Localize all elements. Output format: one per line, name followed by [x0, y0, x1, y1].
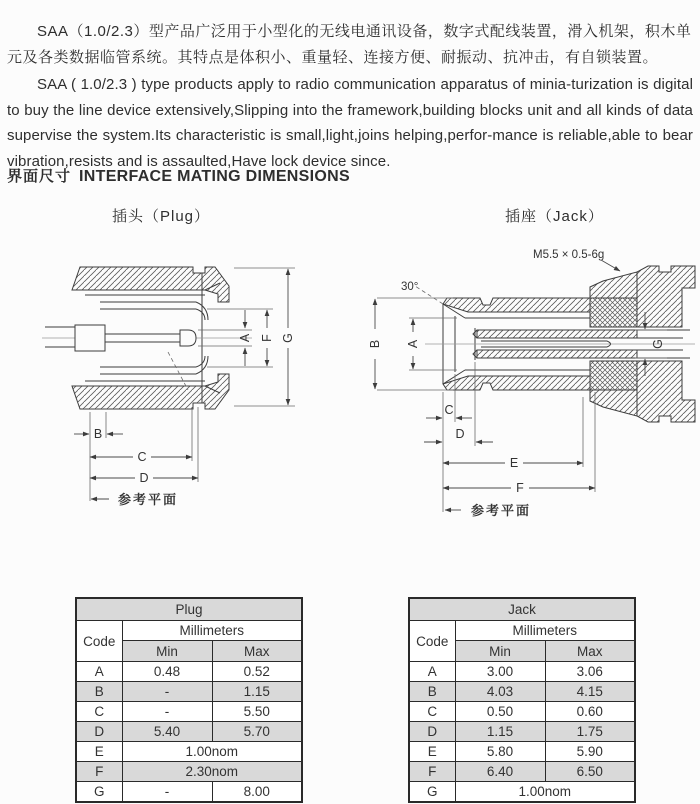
plug-reference-plane-label: 参考平面: [118, 492, 179, 507]
plug-dimension-table: [75, 597, 303, 803]
table-row: [76, 782, 302, 803]
plug-dim-label-c: C: [137, 450, 147, 464]
plug-table-title: Plug: [76, 598, 302, 621]
jack-table-max-header: Max: [545, 641, 635, 662]
table-cell-code: B: [409, 682, 455, 702]
table-row: [409, 662, 635, 682]
plug-contact-block: [75, 325, 105, 351]
jack-dim-label-a: A: [406, 339, 420, 349]
jack-reference-plane-label: 参考平面: [471, 503, 532, 518]
plug-section-label: 插头（Plug）: [112, 208, 211, 225]
table-cell-min: -: [122, 782, 212, 803]
table-cell-code: F: [409, 762, 455, 782]
plug-table-max-header: Max: [212, 641, 302, 662]
table-row: [409, 742, 635, 762]
jack-rear-body-bottom: [637, 361, 695, 422]
table-row: [76, 762, 302, 782]
table-cell-min: 3.00: [455, 662, 545, 682]
jack-dimension-table: [408, 597, 636, 803]
jack-insulator-block-top: [590, 298, 637, 327]
jack-insulator-block-bottom: [590, 361, 637, 390]
table-cell-code: D: [76, 722, 122, 742]
plug-center-pin: [105, 334, 180, 342]
plug-technical-drawing: [30, 240, 310, 530]
table-row: [409, 782, 635, 803]
table-cell-min: -: [122, 702, 212, 722]
jack-section-label: 插座（Jack）: [505, 208, 604, 225]
plug-shell-top-wall: [72, 267, 229, 302]
table-cell-max: 5.70: [212, 722, 302, 742]
table-row: [409, 722, 635, 742]
plug-dim-label-a: A: [238, 333, 252, 343]
jack-angle-label: 30°: [401, 281, 419, 293]
table-cell-code: A: [409, 662, 455, 682]
table-cell-code: E: [76, 742, 122, 762]
jack-dim-label-f: F: [516, 481, 524, 495]
table-cell-nominal: 1.00nom: [122, 742, 302, 762]
table-cell-max: 1.75: [545, 722, 635, 742]
jack-barrel-top-wall: [443, 298, 590, 312]
table-cell-code: C: [409, 702, 455, 722]
table-row: [76, 682, 302, 702]
table-cell-code: G: [409, 782, 455, 803]
table-cell-code: A: [76, 662, 122, 682]
section-heading: [7, 165, 350, 186]
jack-thread-label: M5.5 × 0.5-6g: [533, 249, 605, 261]
jack-thread-shoulder-bottom: [590, 390, 637, 416]
table-cell-max: 3.06: [545, 662, 635, 682]
table-cell-code: C: [76, 702, 122, 722]
table-cell-min: 0.48: [122, 662, 212, 682]
table-cell-max: 4.15: [545, 682, 635, 702]
table-cell-code: E: [409, 742, 455, 762]
table-cell-max: 1.15: [212, 682, 302, 702]
table-cell-min: 4.03: [455, 682, 545, 702]
plug-dim-label-b: B: [93, 427, 103, 441]
plug-wire-leads: [45, 327, 75, 347]
table-cell-min: 6.40: [455, 762, 545, 782]
plug-table-unit-header: Millimeters: [122, 621, 302, 641]
table-cell-min: 1.15: [455, 722, 545, 742]
jack-barrel-bottom-wall: [443, 376, 590, 390]
jack-table-unit-header: Millimeters: [455, 621, 635, 641]
intro-paragraph-en: SAA ( 1.0/2.3 ) type products apply to radio communication apparatus of minia-turization is digital to buy the line device extensively,Slipping into the framework,building blocks unit and all kinds of data supervise the system.Its characteristic is small,light,joins helping,perfor-mance is reliable,able to bear vibration,resists and is assaulted,Have lock device since.: [7, 76, 693, 170]
table-cell-max: 6.50: [545, 762, 635, 782]
plug-dim-label-d: D: [139, 471, 149, 485]
section-heading-zh: 界面尺寸: [7, 168, 72, 185]
table-cell-max: 5.90: [545, 742, 635, 762]
jack-rear-body-top: [637, 266, 695, 327]
table-row: [76, 742, 302, 762]
table-cell-nominal: 2.30nom: [122, 762, 302, 782]
table-row: [76, 662, 302, 682]
plug-table-min-header: Min: [122, 641, 212, 662]
jack-dim-label-g: G: [651, 339, 665, 349]
table-row: [409, 762, 635, 782]
intro-paragraph-zh: SAA（1.0/2.3）型产品广泛用于小型化的无线电通讯设备，数字式配线装置，滑入机架，积木单元及各类数据临管系统。其特点是体积小、重量轻、连接方便、耐振动、抗冲击，有自锁装置。: [7, 23, 692, 66]
table-row: [76, 702, 302, 722]
table-cell-max: 5.50: [212, 702, 302, 722]
table-row: [409, 682, 635, 702]
jack-table-code-header: Code: [409, 621, 455, 662]
jack-socket-sleeve-bottom: [477, 350, 637, 358]
table-cell-code: F: [76, 762, 122, 782]
table-cell-min: -: [122, 682, 212, 702]
table-cell-min: 5.40: [122, 722, 212, 742]
plug-dim-label-f: F: [260, 334, 274, 342]
jack-dim-label-d: D: [455, 427, 465, 441]
table-cell-max: 0.60: [545, 702, 635, 722]
plug-dim-label-g: G: [281, 333, 295, 343]
jack-table-min-header: Min: [455, 641, 545, 662]
plug-break-line: [168, 352, 188, 390]
table-cell-max: 0.52: [212, 662, 302, 682]
plug-table-code-header: Code: [76, 621, 122, 662]
table-cell-nominal: 1.00nom: [455, 782, 635, 803]
jack-dim-label-c: C: [444, 403, 454, 417]
plug-shell-bottom-wall: [72, 374, 229, 409]
jack-dim-label-b: B: [368, 339, 382, 349]
table-row: [409, 702, 635, 722]
table-row: [76, 722, 302, 742]
jack-chamfer-extension-line: [415, 286, 443, 304]
plug-pin-tip: [180, 330, 196, 346]
table-cell-min: 0.50: [455, 702, 545, 722]
jack-socket-sleeve-top: [477, 330, 637, 338]
table-cell-code: G: [76, 782, 122, 803]
jack-technical-drawing: [365, 240, 695, 530]
section-heading-en: INTERFACE MATING DIMENSIONS: [79, 168, 350, 185]
jack-thread-shoulder-top: [590, 272, 637, 298]
table-cell-min: 5.80: [455, 742, 545, 762]
jack-table-title: Jack: [409, 598, 635, 621]
table-cell-code: B: [76, 682, 122, 702]
table-cell-code: D: [409, 722, 455, 742]
table-cell-max: 8.00: [212, 782, 302, 803]
jack-dim-label-e: E: [509, 456, 519, 470]
